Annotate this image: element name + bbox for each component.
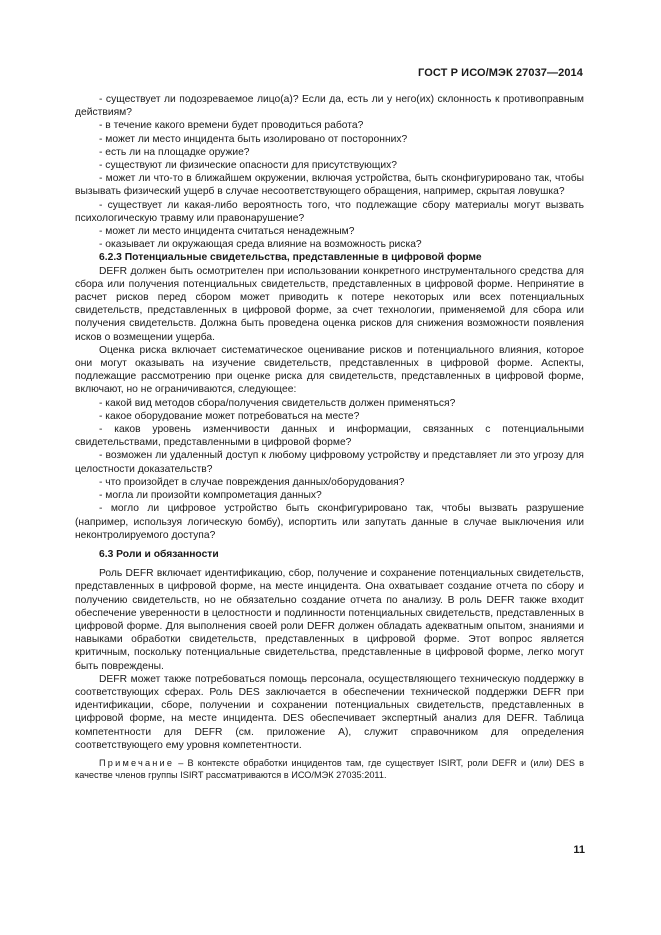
- note: [75, 757, 584, 781]
- paragraph: Оценка риска включает систематическое оценивание рисков и потенциального влияния, которое они могут оказывать на изучение свидетельств, представленных в цифровой форме. Аспекты, подлежащие рассмотрению при оценке риска для свидетельств, представленных в цифровой форме, включают, но не ограничиваются, следующее:: [75, 344, 584, 396]
- section-heading-6-2-3: 6.2.3 Потенциальные свидетельства, представленные в цифровой форме: [99, 252, 482, 264]
- list-item: - в течение какого времени будет проводиться работа?: [99, 120, 364, 132]
- list-item: - каков уровень изменчивости данных и информации, связанных с потенциальными свидетельствами, представленными в цифровой форме?: [75, 424, 584, 449]
- document-body: [75, 93, 584, 781]
- list-item: - может ли место инцидента считаться ненадежным?: [99, 226, 355, 238]
- document-header: ГОСТ Р ИСО/МЭК 27037—2014: [418, 67, 583, 79]
- list-item: - может ли место инцидента быть изолировано от посторонних?: [99, 133, 408, 145]
- list-item: - может ли что-то в ближайшем окружении, включая устройства, быть сконфигурировано так, чтобы вызывать физический ущерб в случае несоответствующего обращения, например, скрытая ловушка?: [75, 173, 584, 198]
- list-item: - возможен ли удаленный доступ к любому цифровому устройству и представляет ли это угрозу для целостности доказательств?: [75, 450, 584, 475]
- paragraph: DEFR должен быть осмотрителен при использовании конкретного инструментального средства для сбора или получения потенциальных свидетельств, представленных в цифровой форме. Непринятие в расчет рисков перед сбором может приводить к потере некоторых или всех потенциальных свидетельств, представленных в цифровой форме, за счет технологии, применяемой для сбора или получения свидетельств. Должна быть проведена оценка рисков для снижения возможности появления исков о возмещении ущерба.: [75, 265, 584, 343]
- list-item: - существуют ли физические опасности для присутствующих?: [99, 160, 397, 172]
- note-label: Примечание: [99, 757, 175, 768]
- list-item: - могло ли цифровое устройство быть сконфигурировано так, чтобы вызвать разрушение (например, используя логическую бомбу), испортить или запутать данные в случае выключения или неконтролируемого доступа?: [75, 503, 584, 541]
- list-item: - какой вид методов сбора/получения свидетельств должен применяться?: [99, 397, 456, 409]
- page-number: 11: [573, 844, 585, 856]
- list-item: - есть ли на площадке оружие?: [99, 146, 250, 158]
- list-item: - существует ли какая-либо вероятность того, что подлежащие сбору материалы могут вызвать психологическую травму или правонарушение?: [75, 199, 584, 224]
- list-item: - оказывает ли окружающая среда влияние на возможность риска?: [99, 239, 422, 251]
- list-item: - могла ли произойти компрометация данных?: [99, 490, 322, 502]
- section-heading-6-3: 6.3 Роли и обязанности: [99, 548, 219, 560]
- paragraph: Роль DEFR включает идентификацию, сбор, получение и сохранение потенциальных свидетельств, представленных в цифровой форме, на месте инцидента. Она охватывает создание отчета по сбору и получению свидетельств, но не обязательно создание отчета по анализу. В роль DEFR также входит обеспечение уверенности в целостности и подлинности потенциальных свидетельств, представленных в цифровой форме. Для выполнения своей роли DEFR должен обладать адекватным опытом, знаниями и навыками обработки свидетельств, представленных в цифровой форме. Этот вопрос является критичным, поскольку потенциальные свидетельства, представленные в цифровой форме, легко могут быть повреждены.: [75, 568, 584, 672]
- list-item: - какое оборудование может потребоваться на месте?: [99, 410, 360, 422]
- list-item: - что произойдет в случае повреждения данных/оборудования?: [99, 476, 405, 488]
- list-item: - существует ли подозреваемое лицо(а)? Если да, есть ли у него(их) склонность к противоправным действиям?: [75, 94, 584, 119]
- paragraph: DEFR может также потребоваться помощь персонала, осуществляющего техническую поддержку в соответствующих сферах. Роль DES заключается в обеспечении технической поддержки DEFR при идентификации, сборе, получении и сохранении потенциальных свидетельств, представленных в цифровой форме, на месте инцидента. DES обеспечивает экспертный анализ для DEFR. Таблица компетентности для DEFR (см. приложение А), служит справочником для определения соответствующего ему уровня компетентности.: [75, 673, 584, 751]
- note-text: – В контексте обработки инцидентов там, где существует ISIRT, роли DEFR и (или) DES в качестве членов группы ISIRT рассматриваются в ИСО/МЭК 27035:2011.: [75, 757, 584, 780]
